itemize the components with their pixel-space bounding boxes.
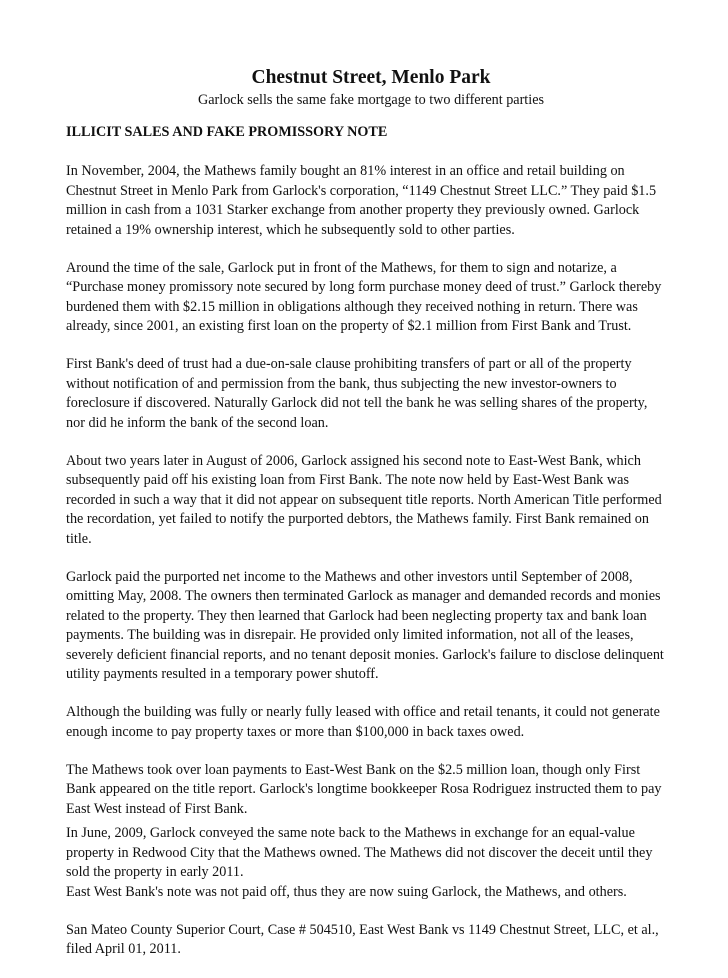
paragraph-income-shortfall: Although the building was fully or nearly fully leased with office and retail tenants, it could not generate enough income to pay property taxes or more than $100,000 in back taxes owed. bbox=[66, 704, 660, 740]
paragraph-purchase: In November, 2004, the Mathews family bought an 81% interest in an office and retail building on Chestnut Street in Menlo Park from Garlock's corporation, “1149 Chestnut Street LLC.” They paid $1.5 million in cash from a 1031 Starker exchange from another property they previously owned. Garlock retained a 19% ownership interest, which he subsequently sold to other parties. bbox=[66, 163, 657, 238]
paragraph-lawsuit: East West Bank's note was not paid off, thus they are now suing Garlock, the Mathews, and others. bbox=[66, 883, 627, 900]
paragraph-east-west-assignment: About two years later in August of 2006, Garlock assigned his second note to East-West Bank, which subsequently paid off his existing loan from First Bank. The note now held by East-West Bank was recorded in such a way that it did not appear on subsequent title reports. North American Title performed the recordation, yet failed to notify the purported debtors, the Mathews family. First Bank remained on title. bbox=[66, 452, 662, 547]
paragraph-case-citation: San Mateo County Superior Court, Case # 504510, East West Bank vs 1149 Chestnut Street, LLC, et al., filed April 01, 2011. bbox=[66, 921, 659, 957]
paragraph-due-on-sale: First Bank's deed of trust had a due-on-sale clause prohibiting transfers of part or all of the property without notification of and permission from the bank, thus subjecting the new investor-owners to foreclosure if discovered. Naturally Garlock did not tell the bank he was selling shares of the property, nor did he inform the bank of the second loan. bbox=[66, 356, 648, 431]
document-page bbox=[66, 66, 666, 978]
paragraph-promissory-note: Around the time of the sale, Garlock put in front of the Mathews, for them to sign and notarize, a “Purchase money promissory note secured by long form purchase money deed of trust.” Garlock thereby burdened them with $2.15 million in obligations although they received nothing in return. There was already, since 2001, an existing first loan on the property of $2.1 million from First Bank and Trust. bbox=[66, 259, 662, 334]
document-subtitle: Garlock sells the same fake mortgage to two different parties bbox=[197, 92, 545, 108]
section-heading: ILLICIT SALES AND FAKE PROMISSORY NOTE bbox=[66, 124, 388, 140]
paragraph-note-conveyed: In June, 2009, Garlock conveyed the same note back to the Mathews in exchange for an equal-value property in Redwood City that the Mathews owned. The Mathews did not discover the deceit until they sold the property in early 2011. bbox=[66, 825, 653, 880]
document-title: Chestnut Street, Menlo Park bbox=[251, 67, 491, 88]
paragraph-management-terminated: Garlock paid the purported net income to the Mathews and other investors until September of 2008, omitting May, 2008. The owners then terminated Garlock as manager and demanded records and monies related to the property. They then learned that Garlock had been neglecting property tax and bank loan payments. The building was in disrepair. He provided only limited information, not all of the leases, severely deficient financial reports, and no tenant deposit monies. Garlock's failure to disclose delinquent utility payments resulted in a temporary power shutoff. bbox=[66, 568, 664, 682]
paragraph-loan-payments: The Mathews took over loan payments to East-West Bank on the $2.5 million loan, though only First Bank appeared on the title report. Garlock's longtime bookkeeper Rosa Rodriguez instructed them to pay East West instead of First Bank. bbox=[66, 761, 662, 817]
